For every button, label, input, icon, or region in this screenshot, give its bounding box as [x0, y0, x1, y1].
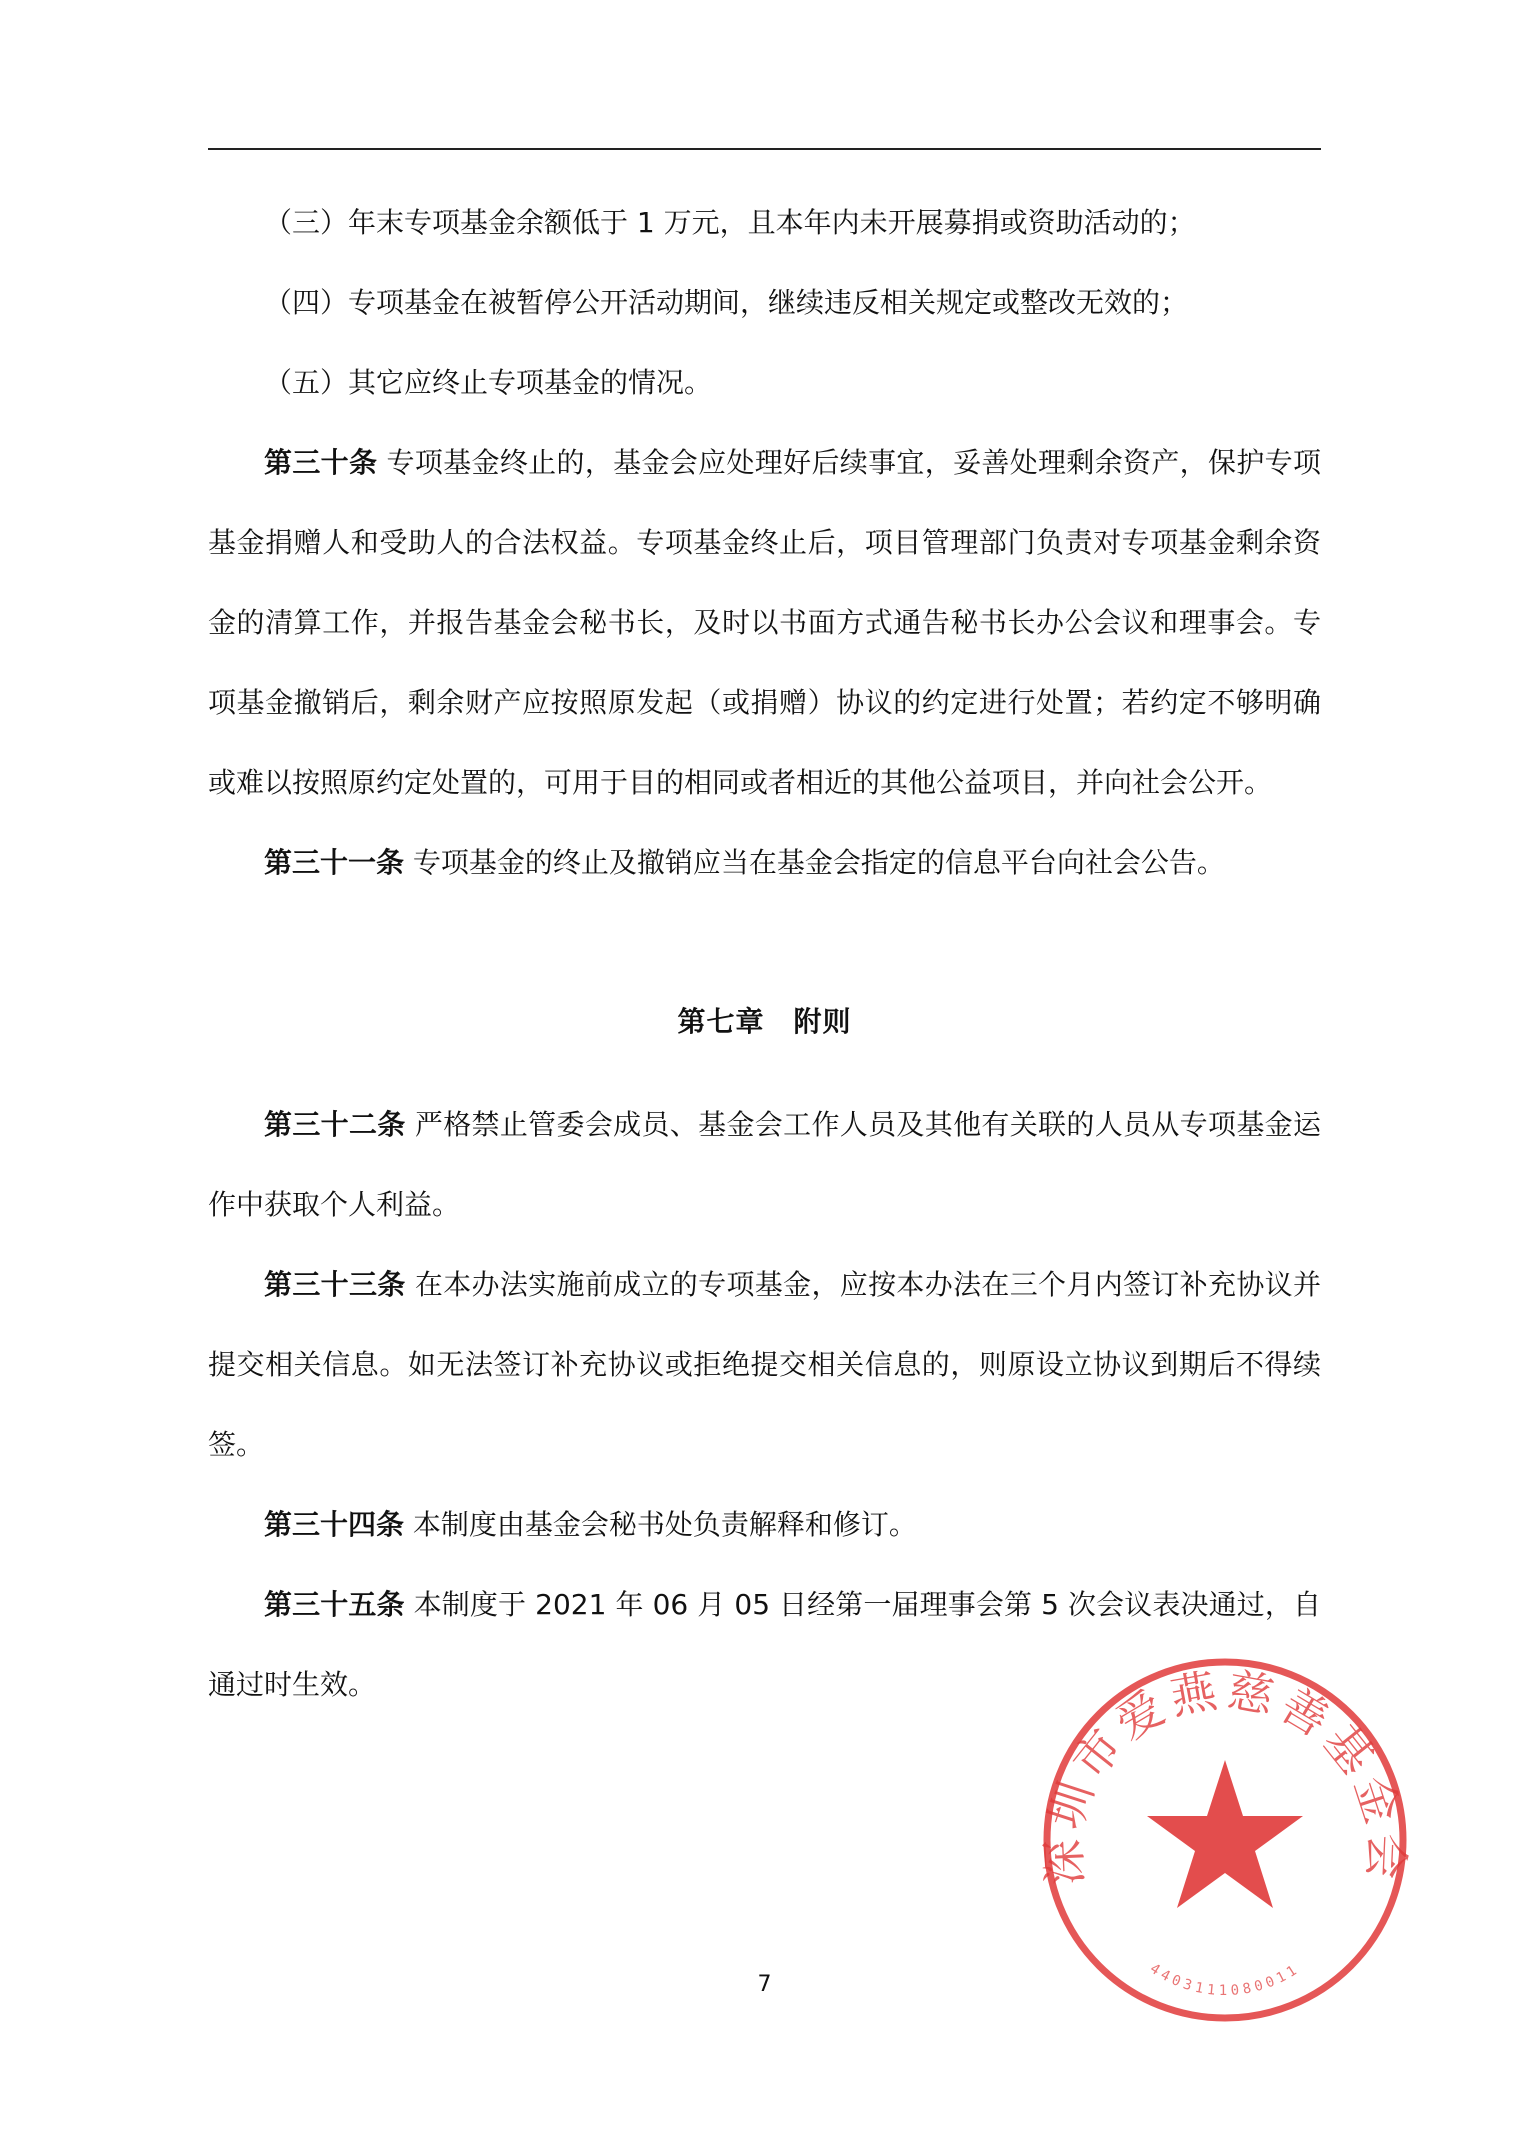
clause-5: （五）其它应终止专项基金的情况。: [264, 366, 713, 399]
article-34: [208, 1485, 1321, 1565]
article-32: [208, 1085, 1321, 1245]
header-rule: [208, 148, 1321, 150]
body-text-top: [208, 183, 1321, 903]
article-31-text: 专项基金的终止及撤销应当在基金会指定的信息平台向社会公告。: [404, 846, 1225, 879]
article-30-label: 第三十条: [264, 446, 378, 479]
article-33: [208, 1245, 1321, 1485]
chapter-title: 第七章 附则: [677, 1005, 852, 1038]
article-34-label: 第三十四条: [264, 1508, 405, 1541]
article-33-label: 第三十三条: [264, 1268, 406, 1301]
seal-serial-text: 4403111080011: [1146, 1960, 1304, 1999]
article-35-text: 本制度于 2021 年 06 月 05 日经第一届理事会第 5 次会议表决通过，自通过时生效。: [208, 1588, 1321, 1701]
article-34-text: 本制度由基金会秘书处负责解释和修订。: [404, 1508, 917, 1541]
clause-4: （四）专项基金在被暂停公开活动期间，继续违反相关规定或整改无效的；: [264, 286, 1189, 319]
article-35-label: 第三十五条: [264, 1588, 405, 1621]
seal-star-icon: [1147, 1760, 1303, 1908]
seal-name-text: 深圳市爱燕慈善基金会: [1036, 1662, 1414, 1887]
article-31: [208, 823, 1321, 903]
body-text-bottom: [208, 1085, 1321, 1725]
article-31-label: 第三十一条: [264, 846, 405, 879]
article-33-text: 在本办法实施前成立的专项基金，应按本办法在三个月内签订补充协议并提交相关信息。如无法签订补充协议或拒绝提交相关信息的，则原设立协议到期后不得续签。: [208, 1268, 1321, 1461]
page-number: 7: [757, 1972, 772, 1997]
article-30-text: 专项基金终止的，基金会应处理好后续事宜，妥善处理剩余资产，保护专项基金捐赠人和受助人的合法权益。专项基金终止后，项目管理部门负责对专项基金剩余资金的清算工作，并报告基金会秘书长，及时以书面方式通告秘书长办公会议和理事会。专项基金撤销后，剩余财产应按照原发起（或捐赠）协议的约定进行处置；若约定不够明确或难以按照原约定处置的，可用于目的相同或者相近的其他公益项目，并向社会公开。: [208, 446, 1321, 799]
article-32-label: 第三十二条: [264, 1108, 406, 1141]
article-32-text: 严格禁止管委会成员、基金会工作人员及其他有关联的人员从专项基金运作中获取个人利益。: [208, 1108, 1321, 1221]
article-30: [208, 423, 1321, 823]
clause-3: （三）年末专项基金余额低于 1 万元，且本年内未开展募捐或资助活动的；: [264, 206, 1196, 239]
